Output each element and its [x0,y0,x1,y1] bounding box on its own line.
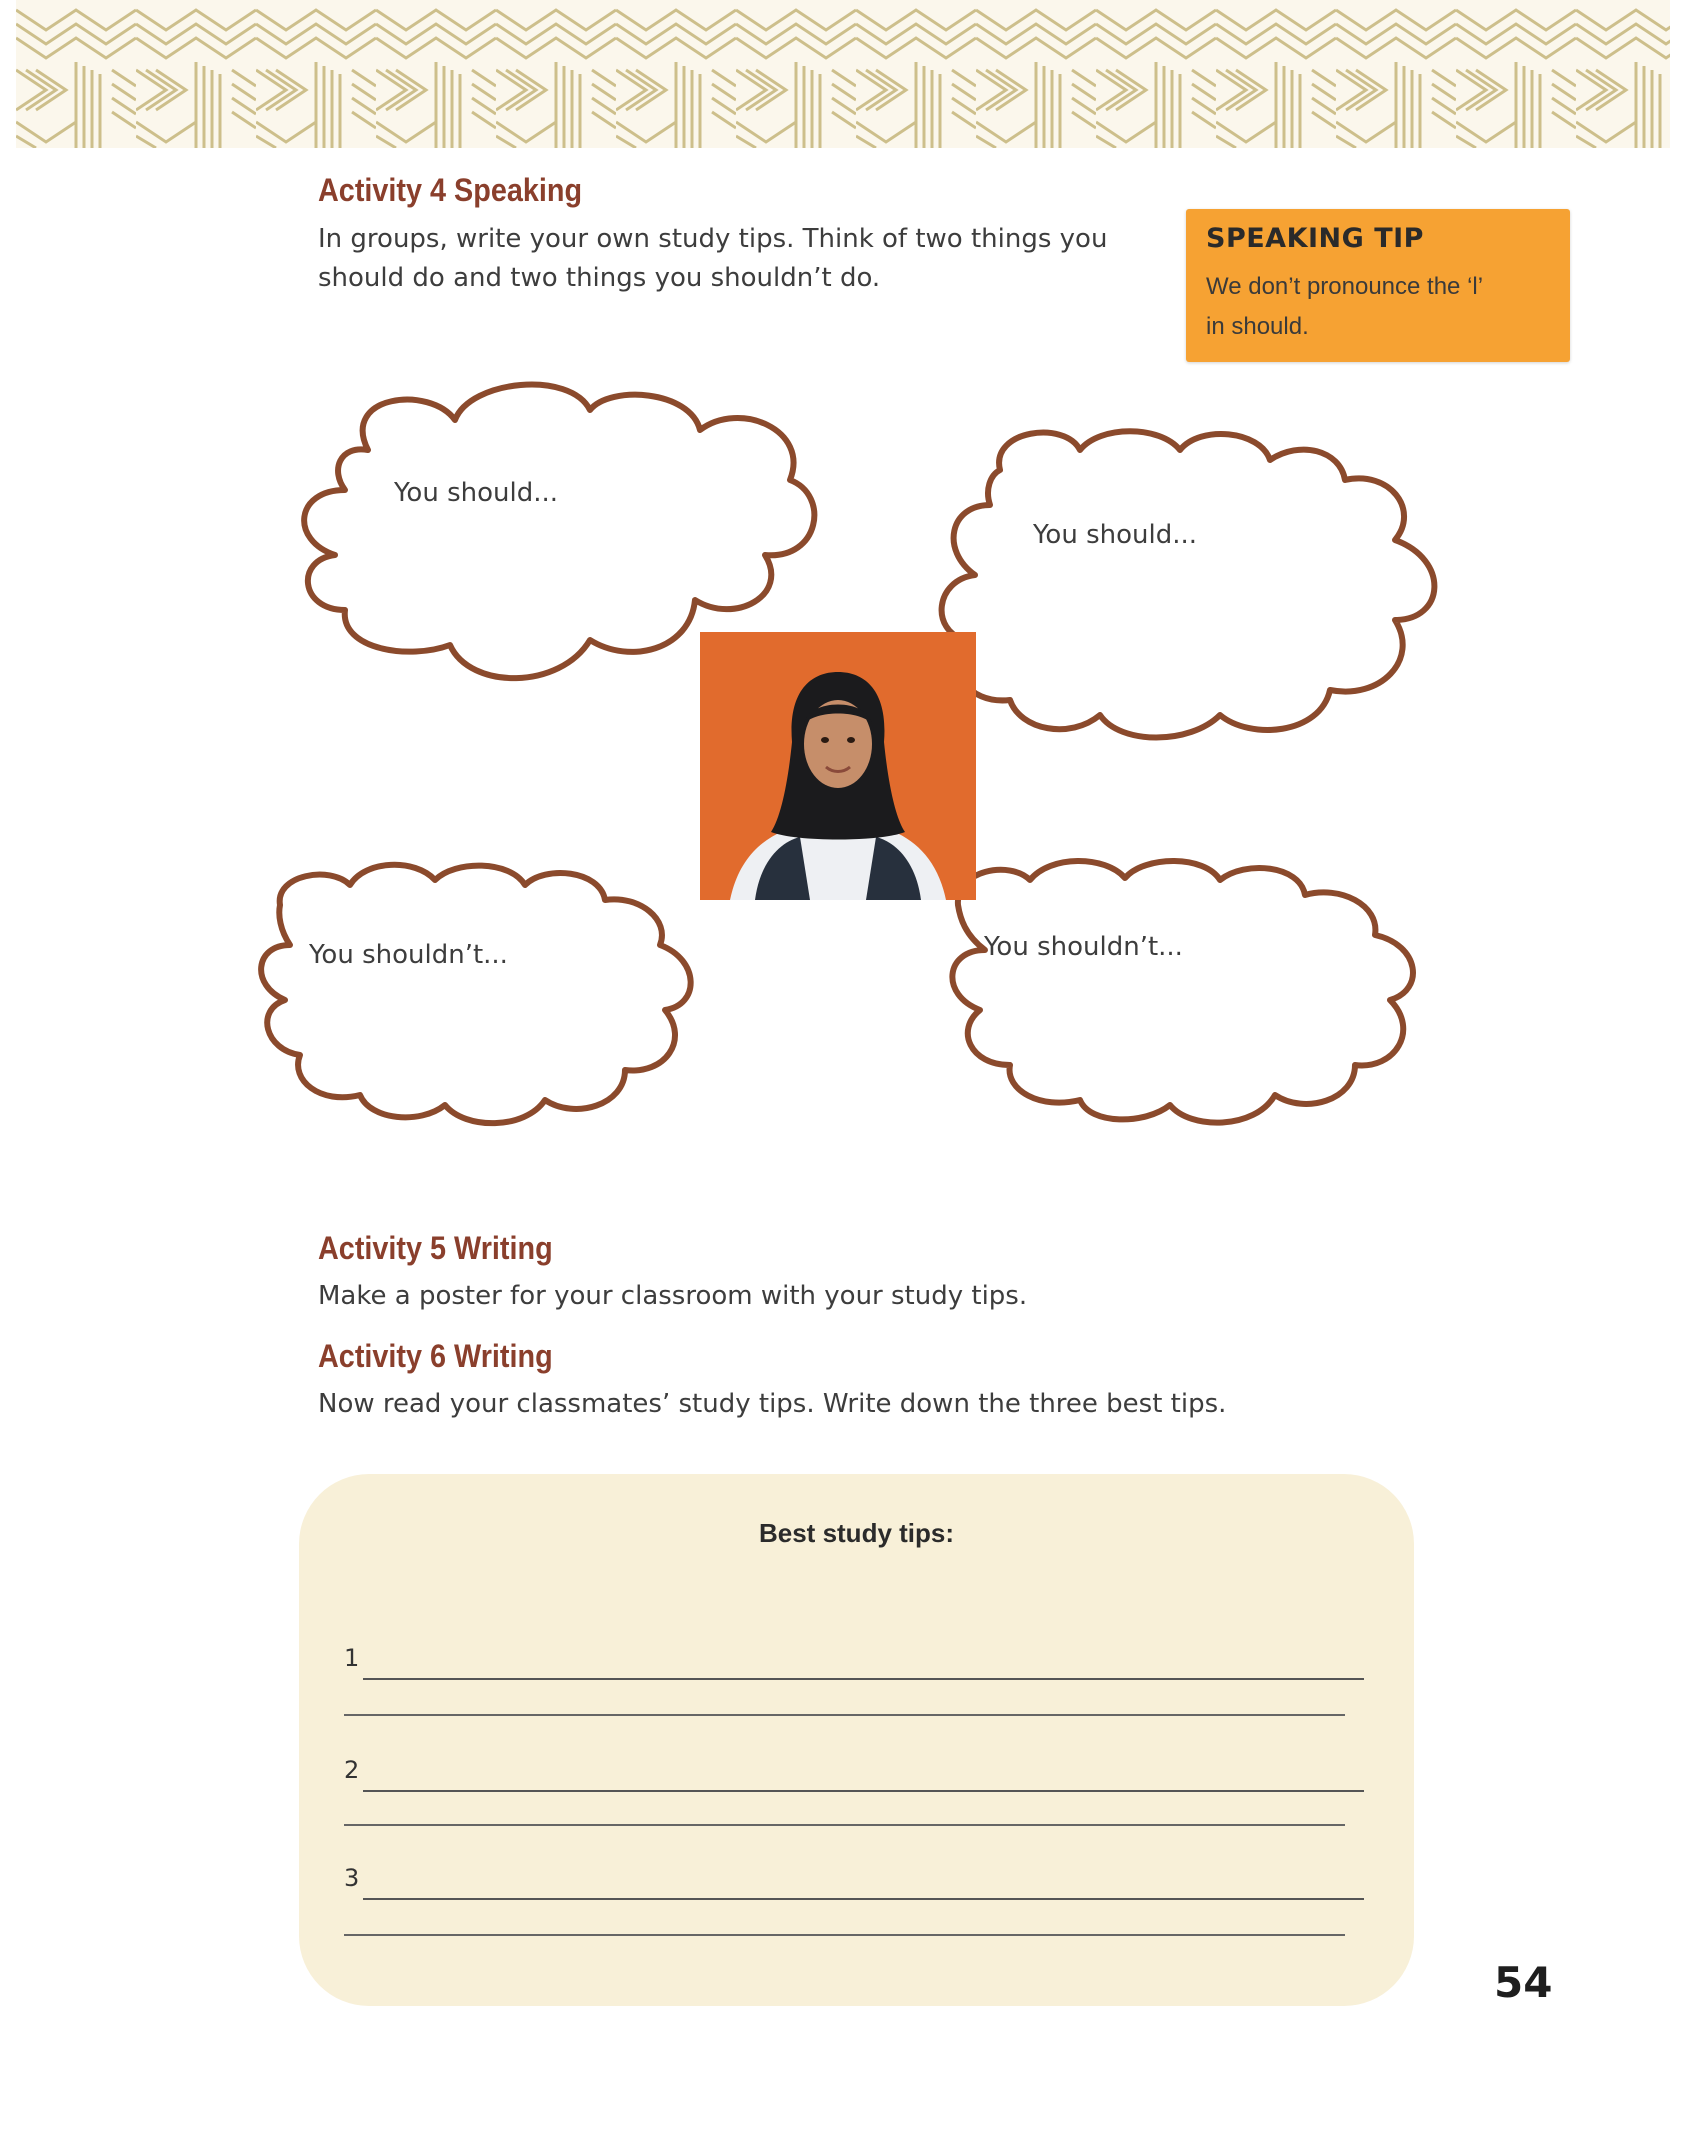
cloud-label-shouldnt-1: You shouldn’t... [309,940,508,970]
tip-line-1[interactable] [344,1644,1410,1680]
tip-blank-line-3[interactable] [344,1934,1345,1936]
best-study-tips-panel [299,1474,1414,2006]
cloud-label-shouldnt-2: You shouldn’t... [984,932,1183,962]
speaking-tip-title: SPEAKING TIP [1206,223,1424,254]
activity-4-instructions-line-1: In groups, write your own study tips. Think of two things you [318,224,1108,254]
activity-4-title: Activity 4 Speaking [318,172,583,208]
cloud-outline-top-right [942,431,1435,737]
activity-6-title: Activity 6 Writing [318,1338,553,1374]
tip-number-2: 2 [344,1756,360,1784]
tip-line-3[interactable] [344,1864,1410,1900]
tip-number-1: 1 [344,1644,360,1672]
tip-rule-2 [363,1790,1364,1792]
student-photo [700,632,976,900]
activity-4-instructions-line-2: should do and two things you shouldn’t do. [318,263,881,293]
tip-number-3: 3 [344,1864,360,1892]
cloud-label-should-2: You should... [1033,520,1198,550]
page-number: 54 [1494,1958,1553,2007]
cloud-outline-bottom-right [952,861,1413,1123]
cloud-outline-bottom-left [261,865,691,1123]
tip-rule-3 [363,1898,1364,1900]
tip-blank-line-1[interactable] [344,1714,1345,1716]
speaking-tip-line-2: in should. [1206,313,1309,340]
activity-5-title: Activity 5 Writing [318,1230,553,1266]
tip-rule-1 [363,1678,1364,1680]
activity-5-instructions: Make a poster for your classroom with your study tips. [318,1281,1028,1311]
cloud-label-should-1: You should... [394,478,559,508]
tip-line-2[interactable] [344,1756,1410,1792]
best-study-tips-title: Best study tips: [758,1518,955,1548]
tip-blank-line-2[interactable] [344,1824,1345,1826]
speaking-tip-line-1: We don’t pronounce the ‘l’ [1206,273,1484,300]
activity-6-instructions: Now read your classmates’ study tips. Write down the three best tips. [318,1389,1227,1419]
